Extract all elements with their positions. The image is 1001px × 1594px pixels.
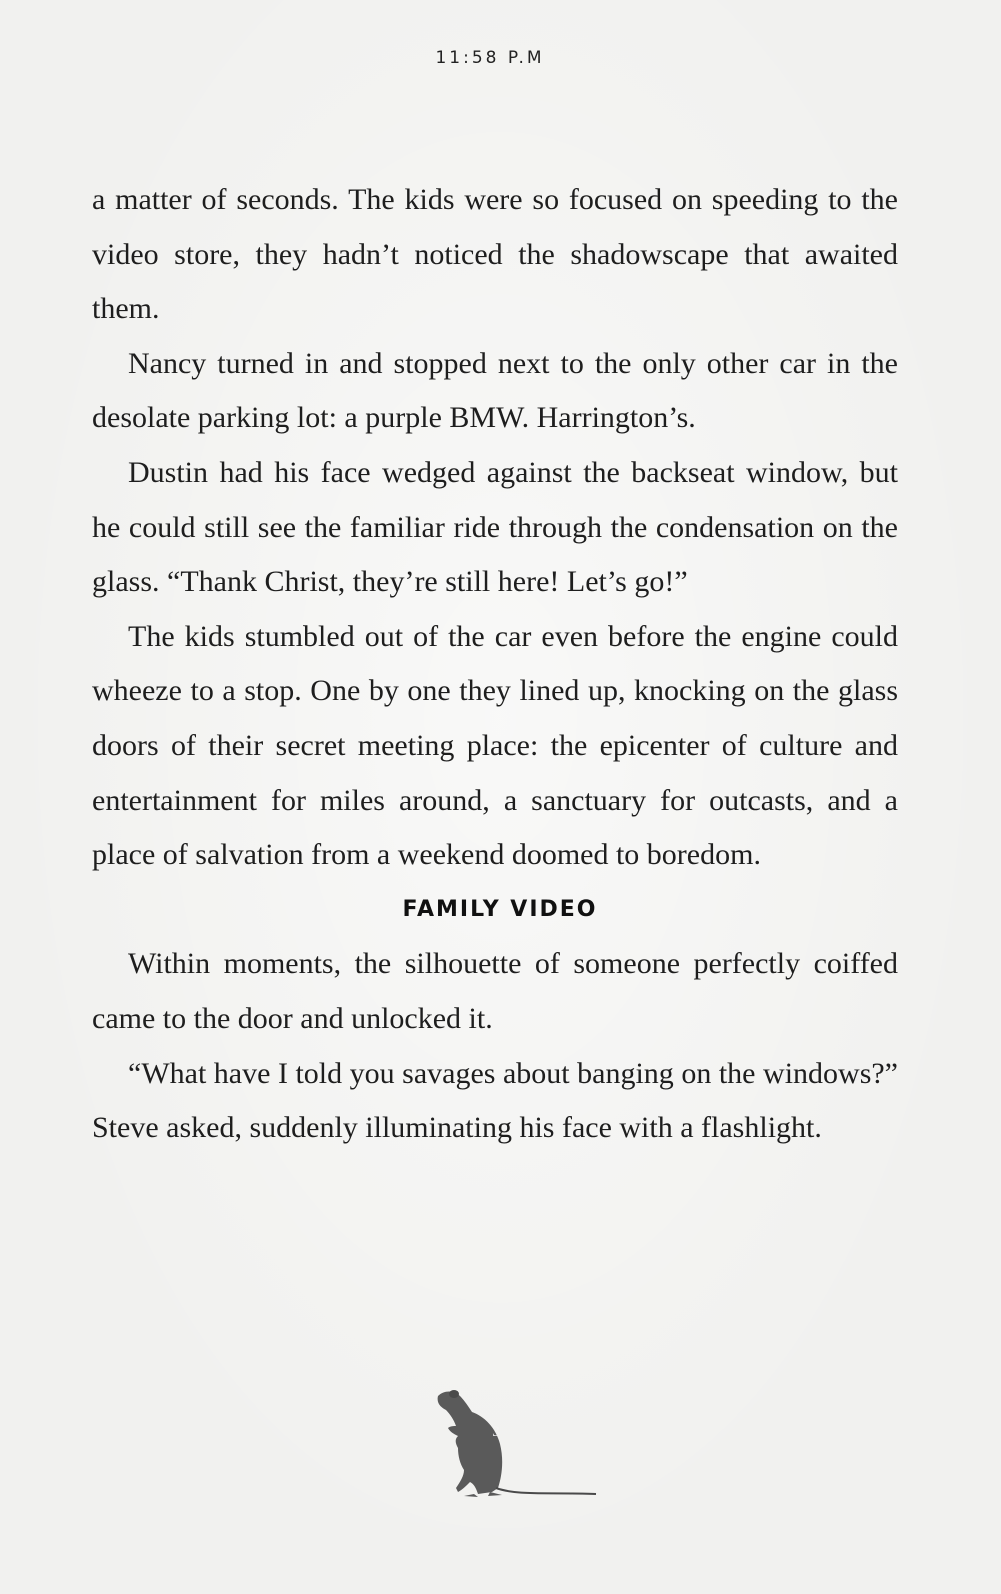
paragraph-1: a matter of seconds. The kids were so focused on speeding to the video store, they hadn’t noticed the shadowscape that awaited them. — [92, 183, 898, 326]
body-text — [92, 173, 898, 1156]
paragraph-6: “What have I told you savages about banging on the windows?” Steve asked, suddenly illuminating his face with a flashlight. — [92, 1056, 898, 1145]
running-head: 11:58 P.M — [435, 48, 545, 68]
folio — [428, 1384, 608, 1504]
paragraph-2: Nancy turned in and stopped next to the only other car in the desolate parking lot: a purple BMW. Harrington’s. — [92, 346, 898, 435]
rat-silhouette-icon — [428, 1384, 608, 1504]
paragraph-3: Dustin had his face wedged against the backseat window, but he could still see the familiar ride through the condensation on the glass. “Thank Christ, they’re still here! Let’s go!” — [92, 455, 898, 599]
paragraph-4: The kids stumbled out of the car even before the engine could wheeze to a stop. One by one they lined up, knocking on the glass doors of their secret meeting place: the epicenter of culture and entertainment for miles around, a sanctuary for outcasts, and a place of salvation from a weekend doomed to boredom. — [92, 619, 898, 872]
page-number: 3 — [492, 1424, 500, 1440]
paragraph-5: Within moments, the silhouette of someone perfectly coiffed came to the door and unlocked it. — [92, 947, 898, 1035]
family-video-sign: FAMILY VIDEO — [402, 896, 598, 922]
